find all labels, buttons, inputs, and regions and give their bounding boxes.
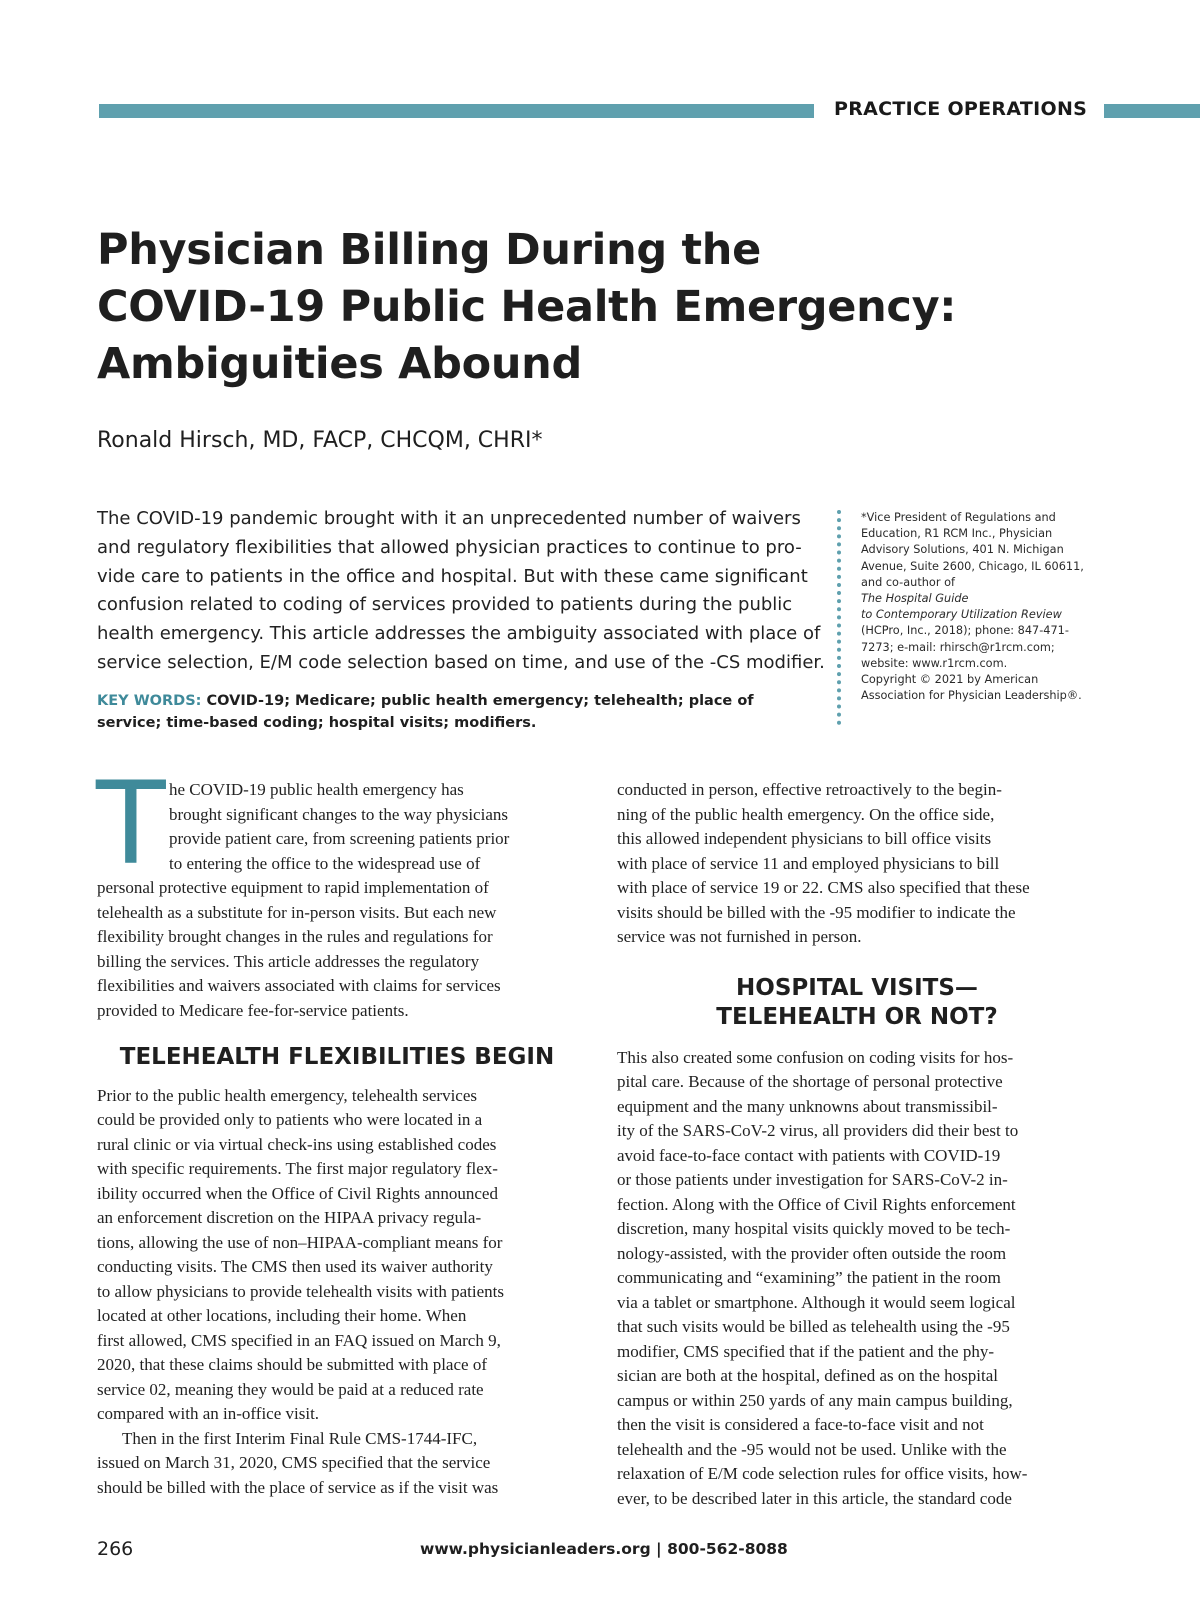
body-line: flexibility brought changes in the rules and regulations for [97, 927, 493, 946]
header-rule-left [99, 104, 814, 118]
heading-line: HOSPITAL VISITS— [736, 974, 978, 1001]
keywords-text: COVID-19; Medicare; public health emergency; telehealth; place of service; time-based coding; hospital visits; modifiers. [97, 693, 754, 731]
body-line: compared with an in-office visit. [97, 1404, 320, 1423]
body-line: equipment and the many unknowns about transmissibil- [617, 1096, 998, 1116]
keywords [97, 690, 817, 734]
footnote-line: Avenue, Suite 2600, Chicago, IL 60611, [861, 559, 1084, 573]
body-line: telehealth as a substitute for in-person visits. But each new [97, 902, 497, 922]
body-line: first allowed, CMS specified in an FAQ issued on March 9, [97, 1330, 501, 1350]
body-line: flexibilities and waivers associated with claims for services [97, 976, 501, 995]
body-line: communicating and “examining” the patient in the room [617, 1268, 1001, 1287]
body-line: campus or within 250 yards of any main campus building, [617, 1390, 1013, 1410]
body-line: conducting visits. The CMS then used its waiver authority [97, 1257, 493, 1276]
body-line: to entering the office to the widespread use of [169, 853, 481, 873]
body-line: rural clinic or via virtual check-ins using established codes [97, 1134, 497, 1154]
footnote-line [861, 607, 1101, 623]
title-line: COVID-19 Public Health Emergency: [97, 282, 957, 332]
body-line: an enforcement discretion on the HIPAA privacy regula- [97, 1208, 482, 1227]
footnote-line-with-italic [861, 575, 1101, 607]
footnote-line: 7273; e-mail: rhirsch@r1rcm.com; [861, 640, 1055, 654]
footnote-line: *Vice President of Regulations and [861, 511, 1056, 524]
left-column [96, 757, 577, 1500]
body-line: tions, allowing the use of non–HIPAA-compliant means for [97, 1232, 503, 1252]
body-line: should be billed with the place of service as if the visit was [97, 1477, 499, 1497]
abstract [97, 505, 825, 678]
body-line: sician are both at the hospital, defined as on the hospital [617, 1366, 998, 1385]
header-rule-right [1104, 104, 1200, 118]
body-line: then the visit is considered a face-to-face visit and not [617, 1415, 984, 1434]
footnote-line: Association for Physician Leadership®. [861, 689, 1082, 703]
body-line: he COVID-19 public health emergency has [169, 780, 464, 799]
footnote-line: (HCPro, Inc., 2018); phone: 847-471- [861, 624, 1069, 638]
body-line: with place of service 11 and employed physicians to bill [617, 853, 1000, 873]
dotted-divider [837, 510, 845, 725]
body-line: 2020, that these claims should be submitted with place of [97, 1355, 487, 1374]
body-line: fection. Along with the Office of Civil Rights enforcement [617, 1194, 1016, 1214]
abstract-line: confusion related to coding of services provided to patients during the public [97, 594, 793, 616]
body-line: with specific requirements. The first major regulatory flex- [97, 1159, 498, 1178]
body-line: ning of the public health emergency. On the office side, [617, 804, 995, 824]
abstract-line: vide care to patients in the office and hospital. But with these came significant [97, 565, 808, 587]
footnote-fragment: and co-author of [861, 575, 955, 589]
body-line: provided to Medicare fee-for-service patients. [97, 1000, 409, 1020]
abstract-line: health emergency. This article addresses the ambiguity associated with place of [97, 623, 821, 645]
body-line: brought significant changes to the way physicians [169, 804, 508, 824]
title-line: Ambiguities Abound [97, 339, 582, 389]
body-line: service 02, meaning they would be paid at a reduced rate [97, 1379, 484, 1399]
body-line: via a tablet or smartphone. Although it would seem logical [617, 1292, 1016, 1312]
author-line: Ronald Hirsch, MD, FACP, CHCQM, CHRI* [97, 428, 543, 453]
body-line: telehealth and the -95 would not be used. Unlike with the [617, 1439, 1007, 1459]
body-line: Then in the first Interim Final Rule CMS-1744-IFC, [122, 1428, 478, 1448]
body-line: This also created some confusion on coding visits for hos- [617, 1047, 1014, 1067]
section-heading-hospital-visits [617, 974, 1097, 1032]
footnote-line: Education, R1 RCM Inc., Physician [861, 527, 1053, 541]
book-title: The Hospital Guide [861, 592, 969, 606]
section-heading-telehealth: TELEHEALTH FLEXIBILITIES BEGIN [119, 1044, 555, 1070]
body-line: personal protective equipment to rapid implementation of [97, 878, 489, 897]
body-line: or those patients under investigation for SARS-CoV-2 in- [617, 1170, 1008, 1189]
footer-contact: www.physicianleaders.org | 800-562-8088 [420, 1540, 788, 1558]
body-line: provide patient care, from screening patients prior [169, 829, 510, 848]
drop-cap: T [96, 757, 166, 890]
body-line: nology-assisted, with the provider often outside the room [617, 1243, 1007, 1263]
body-line: service was not furnished in person. [617, 927, 862, 946]
footnote-line: website: www.r1rcm.com. [861, 656, 1008, 670]
abstract-line: The COVID-19 pandemic brought with it an unprecedented number of waivers [97, 508, 801, 529]
body-line: to allow physicians to provide telehealth visits with patients [97, 1281, 504, 1301]
page-number: 266 [97, 1538, 134, 1560]
body-line: ibility occurred when the Office of Civil Rights announced [97, 1183, 498, 1203]
body-line: modifier, CMS specified that if the patient and the phy- [617, 1341, 995, 1361]
keywords-label: KEY WORDS: [97, 693, 202, 709]
footnote-line: Copyright © 2021 by American [861, 673, 1039, 687]
body-line: located at other locations, including their home. When [97, 1306, 467, 1325]
body-line: pital care. Because of the shortage of personal protective [617, 1072, 1003, 1091]
body-line: visits should be billed with the -95 modifier to indicate the [617, 902, 1016, 922]
book-title-cont: to Contemporary Utilization Review [861, 608, 1062, 622]
body-line: conducted in person, effective retroactively to the begin- [617, 780, 1002, 799]
body-line: issued on March 31, 2020, CMS specified that the service [97, 1453, 491, 1472]
body-line: that such visits would be billed as telehealth using the -95 [617, 1317, 1010, 1336]
abstract-line: and regulatory flexibilities that allowed physician practices to continue to pro- [97, 536, 802, 558]
right-column [617, 778, 1097, 1511]
footnote-line: Advisory Solutions, 401 N. Michigan [861, 543, 1064, 557]
body-line: discretion, many hospital visits quickly moved to be tech- [617, 1219, 1011, 1238]
section-label: PRACTICE OPERATIONS [834, 98, 1088, 120]
article-title [97, 222, 997, 393]
heading-line: TELEHEALTH OR NOT? [716, 1003, 998, 1030]
abstract-line: service selection, E/M code selection based on time, and use of the -CS modifier. [97, 651, 825, 673]
author-footnote [861, 510, 1101, 704]
body-line: Prior to the public health emergency, telehealth services [97, 1085, 478, 1105]
body-line: billing the services. This article addresses the regulatory [97, 951, 480, 971]
body-line: this allowed independent physicians to bill office visits [617, 829, 992, 848]
body-line: with place of service 19 or 22. CMS also specified that these [617, 878, 1030, 897]
body-line: could be provided only to patients who were located in a [97, 1110, 483, 1129]
body-line: ity of the SARS-CoV-2 virus, all providers did their best to [617, 1121, 1019, 1140]
body-line: ever, to be described later in this article, the standard code [617, 1488, 1012, 1508]
body-line: relaxation of E/M code selection rules for office visits, how- [617, 1464, 1028, 1483]
body-line: avoid face-to-face contact with patients with COVID-19 [617, 1145, 1001, 1165]
title-line: Physician Billing During the [97, 225, 761, 275]
